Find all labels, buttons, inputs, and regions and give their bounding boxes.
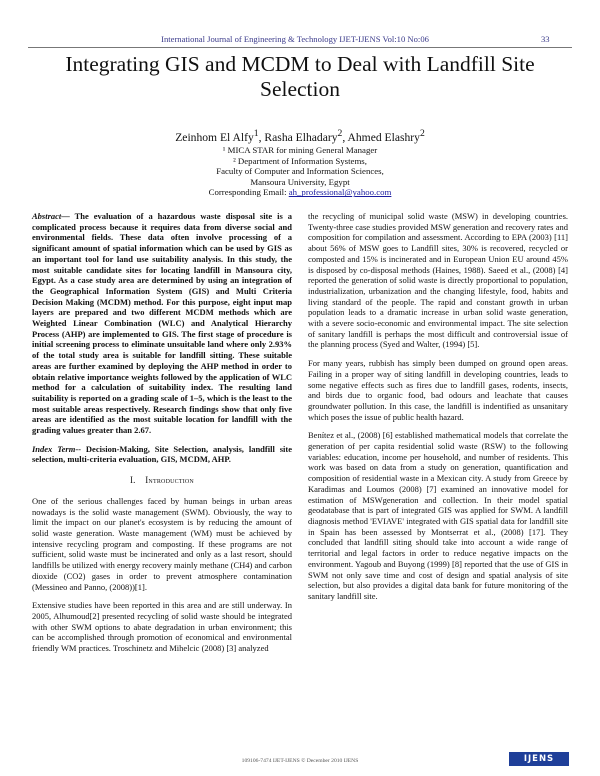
affiliations xyxy=(28,145,572,198)
body-paragraph: Benítez et al., (2008) [6] established mathematical models that correlate the generation of per capita residential solid waste (RSW) to the following variables: education, income per household, and number of residents. This work was based on data from a study on generation, quantification and composition of residential waste in a Mexican city. A study from Greece by Karadimas and Loumos (2008) [7] examined an innovative model for estimation of MSWgeneration and collection. In their model spatial geodatabase that is part of integrated GIS was applied for SWM. A landfill diagnosis method 'EVIAVE' integrated with GIS spatial data for landfill site in Spain has been assessed by Montserrat et al., (2008) [17]. They concluded that landfill siting should take into account a wide range of territorial and legal factors in order to reduce negative impacts on the environment. Yagoub and Buyong (1999) [8] reported that the use of GIS in SWM not only save time and cost of design and spatial analysis of site selection, but also provides a digital data bank for future monitoring of the sanitary landfill site. xyxy=(308,430,568,601)
affiliation-line: Faculty of Computer and Information Sciences, xyxy=(216,166,384,177)
email-link[interactable]: ah_professional@yahoo.com xyxy=(288,187,392,198)
body-paragraph: For many years, rubbish has simply been dumped on ground open areas. Failing in a proper way of siting landfill in developing countries, leads to some negative effects such as fires due to landfill gases, rodents, insects, and birds due to organic food, bad odours and leachate that causes groundwater pollution. In this case, the landfill is indentified as unsanitary which poses the issue of public health hazard. xyxy=(308,358,568,422)
abstract-dash: — xyxy=(61,211,70,221)
body-paragraph: the recycling of municipal solid waste (MSW) in developing countries. Twenty-three case studies provided MSW generation and recovery rates and composition for compilation and assessment. According to EPA (2003) [11] about 56% of MSW goes to Landfill sites, 30% is recovered, recycled or composted and 15% is incinerated and in European Union EU around 45% is disposed by co-disposal methods (Haines, 1988). Saeed et al., (2008) [4] reported the generation of solid waste is directly proportional to population, industrialization, urbanization and the changing lifestyle, food, habits and living standard of the people. The rapid and constant growth in urban population leads to a dramatic increase in urban solid waste generation, with a severe socio-economic and environmental impact. The site selection of sanitary landfill is perhaps the most difficult and controversial issue of the planning process (Syed and Walter, (1994) [5]. xyxy=(308,211,568,350)
author-name: Ahmed Elashry xyxy=(347,130,420,144)
left-column xyxy=(32,211,292,662)
index-terms-label: Index Term xyxy=(32,443,76,454)
journal-header: International Journal of Engineering & Technology IJET-IJENS Vol:10 No:06 xyxy=(161,34,429,44)
index-terms xyxy=(32,444,292,465)
section-number: I. xyxy=(130,475,136,486)
right-column xyxy=(308,211,568,610)
affiliation-line: ¹ MICA STAR for mining General Manager xyxy=(222,145,378,155)
abstract xyxy=(32,211,292,436)
author-name: Rasha Elhadary xyxy=(264,130,338,144)
index-terms-dash: -- xyxy=(75,443,81,454)
page-number: 33 xyxy=(541,34,550,44)
authors-line: Zeinhom El Alfy$^1$, Rasha Elhadary$^2$, Ahmed Elashry$^2$ xyxy=(175,128,425,144)
affiliation-line: Mansoura University, Egypt xyxy=(250,176,350,187)
author-sup: 2 xyxy=(337,128,343,139)
email-label: Corresponding Email: xyxy=(208,187,289,198)
footer-copyright: 109106-7474 IJET-IJENS © December 2010 IJENS xyxy=(241,758,359,764)
abstract-label: Abstract xyxy=(32,211,62,221)
email-line xyxy=(28,187,572,198)
section-heading xyxy=(32,475,292,486)
section-title: Introduction xyxy=(145,475,194,486)
paper-title: Integrating GIS and MCDM to Deal with Landfill Site Selection xyxy=(65,52,535,101)
body-paragraph: One of the serious challenges faced by human beings in urban areas nowadays is the solid waste management (SWM). Obviously, the way to limit the impact on our planet's ecosystem is by reducing the amount of solid waste generation. Waste management (WM) must be achieved by intensive recycling program and composting. If these programs are not sufficient, solid waste must be incinerated and only as a last resort, should landfills be utilized with energy recovery mainly methane (CH4) and carbon dioxide (CO2) gases in order to prevent atmosphere contamination (Messineo and Panno, (2008))[1]. xyxy=(32,495,292,592)
body-paragraph: Extensive studies have been reported in this area and are still underway. In 2005, Alhumoud[2] presented recycling of solid waste should be integrated with other SWM options to abate degradation in urban environment; this can be accomplished through promotion of economical and environmental friendly WM practices. Troschinetz and Mihelcic (2008) [3] analyzed xyxy=(32,600,292,654)
abstract-text: The evaluation of a hazardous waste disposal site is a complicated process because it requires data from diverse social and environmental fields. These data often involve processing of a significant amount of spatial information which can be used by GIS as an important tool for land use suitability analysis. In this study, the most suitable candidate sites for locating landfill in Mansoura city, Egypt. As a case study area are determined by using an integration of the Geographical Information System (GIS) and Multi Criteria Decision Making (MCDM) method. For this purpose, eight input map layers are prepared and two different MCDM methods which are Weighted Linear Combination (WLC) and Analytical Hierarchy Process (AHP) are implemented to GIS. The first stage of procedure is initial screening process to eliminate unsuitable land where only 2.93% of the total study area is suitable for landfill sitting. These suitable areas are further examined by deploying the AHP method in order to obtain relative importance weights followed by the application of WLC method for a calculation of suitability index. The resulting land suitability is reported on a grading scale of 1–5, which is the least to the most suitable areas respectively. Research findings show that only five areas are identified as the most suitable location for landfill with the grading values greater than 2.67. xyxy=(32,211,292,436)
author-sup: 1 xyxy=(253,128,259,139)
ijens-logo: IJENS xyxy=(509,752,569,766)
author-sup: 2 xyxy=(419,128,425,139)
header-rule xyxy=(28,47,572,48)
index-terms-text: Decision-Making, Site Selection, analysis, landfill site selection, multi-criteria evaluation, GIS, MCDM, AHP. xyxy=(32,443,292,465)
affiliation-line: ² Department of Information Systems, xyxy=(233,155,367,166)
author-name: Zeinhom El Alfy xyxy=(175,130,254,144)
